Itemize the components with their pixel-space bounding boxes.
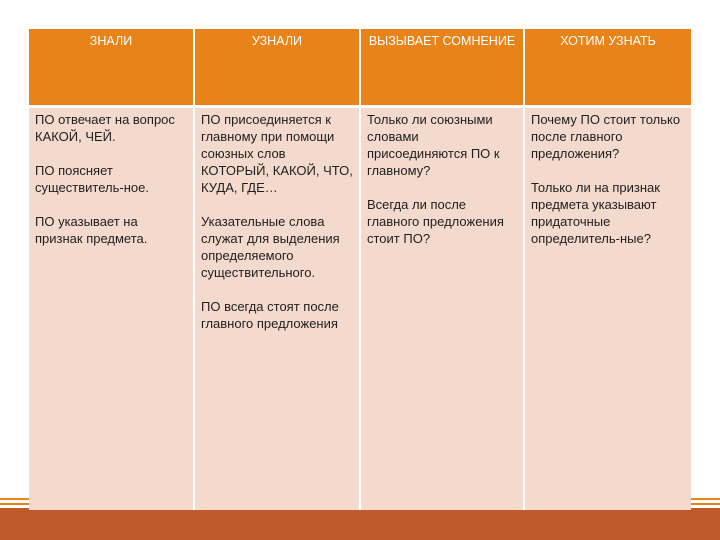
cell-paragraph: Только ли на признак предмета указывают придаточные определитель-ные? [531, 180, 660, 246]
cell-want-to-know [524, 107, 691, 511]
cell-paragraph: Указательные слова служат для выделения определяемого существительного. [201, 214, 340, 280]
content-row [29, 107, 691, 511]
cell-paragraph: Всегда ли после главного предложения стоит ПО? [367, 197, 504, 246]
cell-paragraph: ПО указывает на признак предмета. [35, 214, 148, 246]
cell-paragraph: Только ли союзными словами присоединяются ПО к главному? [367, 112, 500, 178]
cell-paragraph: ПО присоединяется к главному при помощи союзных слов КОТОРЫЙ, КАКОЙ, ЧТО, КУДА, ГДЕ… [201, 112, 353, 195]
cell-paragraph: ПО отвечает на вопрос КАКОЙ, ЧЕЙ. [35, 112, 175, 144]
cell-paragraph: Почему ПО стоит только после главного предложения? [531, 112, 681, 161]
header-knew: ЗНАЛИ [29, 29, 194, 107]
cell-doubt [360, 107, 524, 511]
header-want-to-know: ХОТИМ УЗНАТЬ [524, 29, 691, 107]
kwl-table [29, 29, 691, 510]
cell-paragraph: ПО всегда стоят после главного предложения [201, 299, 339, 331]
header-doubt: ВЫЗЫВАЕТ СОМНЕНИЕ [360, 29, 524, 107]
cell-learned [194, 107, 360, 511]
header-row [29, 29, 691, 107]
footer-bar [0, 508, 720, 540]
header-learned: УЗНАЛИ [194, 29, 360, 107]
cell-knew [29, 107, 194, 511]
cell-paragraph: ПО поясняет существитель-ное. [35, 163, 149, 195]
